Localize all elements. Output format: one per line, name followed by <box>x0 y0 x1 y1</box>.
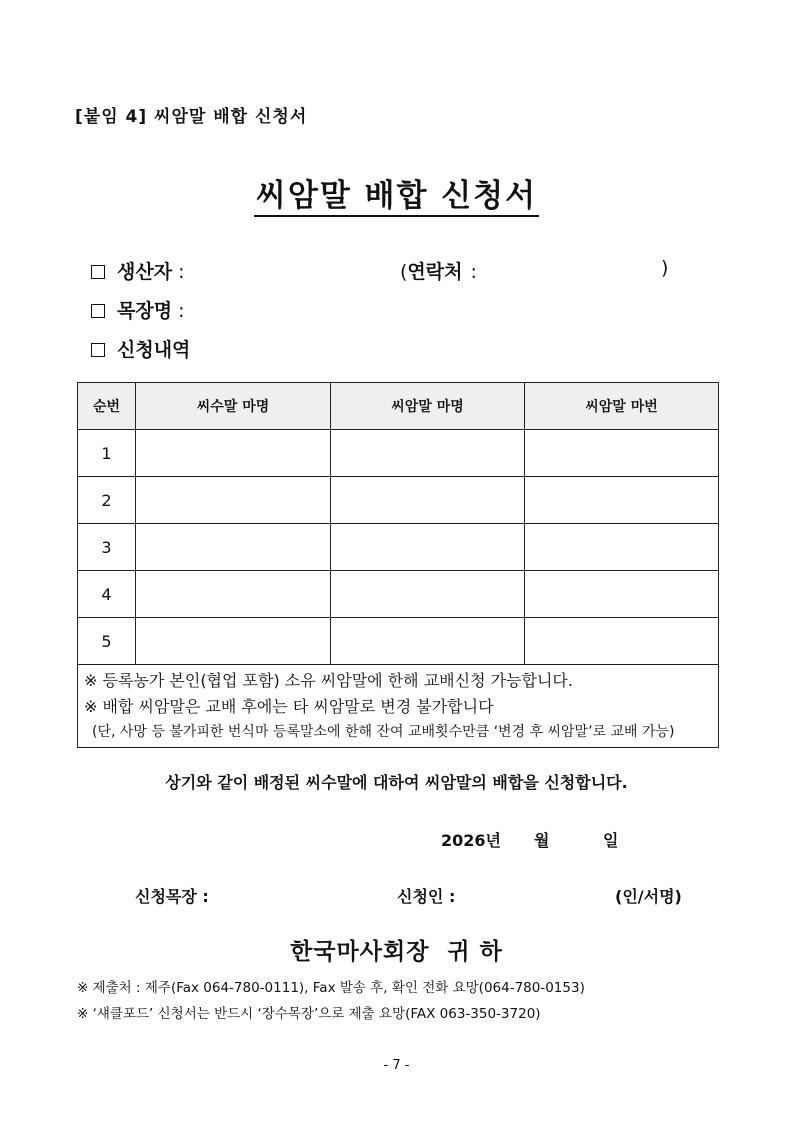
contact-close-paren: ) <box>661 257 669 279</box>
table-notes-cell <box>78 665 719 748</box>
header-seq: 순번 <box>78 383 136 430</box>
application-table <box>77 382 719 748</box>
farm-name-checkbox[interactable] <box>91 304 105 318</box>
footnote-submission: ※ 제출처 : 제주(Fax 064-780-0111), Fax 발송 후, 확인 전화 요망(064-780-0153) <box>77 980 585 996</box>
recipient-text: 한국마사회장 귀 하 <box>290 939 503 965</box>
table-row <box>78 618 719 665</box>
row-number: 4 <box>78 571 136 618</box>
date-month[interactable]: 월 <box>534 831 550 850</box>
mare-number-cell[interactable] <box>525 618 719 665</box>
document-title-text: 씨암말 배합 신청서 <box>254 178 539 217</box>
contact-colon: : <box>470 261 477 283</box>
table-notes-row <box>78 665 719 748</box>
producer-label: 생산자 <box>117 261 173 283</box>
farm-name-colon: : <box>178 300 185 322</box>
producer-field <box>91 257 184 284</box>
page-number: - 7 - <box>383 1058 410 1073</box>
table-row <box>78 477 719 524</box>
table-note: ※ 등록농가 본인(협업 포함) 소유 씨암말에 한해 교배신청 가능합니다. <box>84 671 573 690</box>
mare-name-cell[interactable] <box>331 430 525 477</box>
table-header-row <box>78 383 719 430</box>
mare-number-cell[interactable] <box>525 477 719 524</box>
row-number: 5 <box>78 618 136 665</box>
stallion-name-cell[interactable] <box>136 430 331 477</box>
producer-colon: : <box>178 261 185 283</box>
footnote-shackleford: ※ ‘섀클포드’ 신청서는 반드시 ‘장수목장’으로 제출 요망(FAX 063-350-3720) <box>77 1006 541 1022</box>
details-label: 신청내역 <box>117 339 191 361</box>
header-mare-name: 씨암말 마명 <box>331 383 525 430</box>
header-stallion-name: 씨수말 마명 <box>136 383 331 430</box>
row-number: 2 <box>78 477 136 524</box>
row-number: 1 <box>78 430 136 477</box>
attachment-label: [붙임 4] 씨암말 배합 신청서 <box>75 107 308 127</box>
details-field <box>91 335 190 362</box>
farm-name-field <box>91 296 184 323</box>
table-note-exception: (단, 사망 등 불가피한 번식마 등록말소에 한해 잔여 교배횟수만큼 ‘변경 후 씨암말’로 교배 가능) <box>92 724 675 740</box>
seal-signature-label: (인/서명) <box>615 887 682 906</box>
mare-number-cell[interactable] <box>525 430 719 477</box>
producer-checkbox[interactable] <box>91 265 105 279</box>
mare-name-cell[interactable] <box>331 524 525 571</box>
contact-field <box>400 257 477 284</box>
document-title <box>0 170 793 215</box>
contact-open-paren: ( <box>400 261 408 283</box>
contact-label: 연락처 <box>407 261 463 283</box>
details-checkbox[interactable] <box>91 343 105 357</box>
mare-number-cell[interactable] <box>525 571 719 618</box>
application-statement: 상기와 같이 배정된 씨수말에 대하여 씨암말의 배합을 신청합니다. <box>165 773 628 792</box>
table-row <box>78 430 719 477</box>
applicant-label: 신청인 : <box>397 887 456 906</box>
mare-name-cell[interactable] <box>331 618 525 665</box>
applicant-farm-label: 신청목장 : <box>135 887 209 906</box>
application-table-wrapper <box>77 382 718 748</box>
mare-number-cell[interactable] <box>525 524 719 571</box>
header-mare-number: 씨암말 마번 <box>525 383 719 430</box>
recipient <box>0 933 793 966</box>
date-year[interactable]: 2026년 <box>441 831 501 850</box>
stallion-name-cell[interactable] <box>136 477 331 524</box>
mare-name-cell[interactable] <box>331 571 525 618</box>
table-row <box>78 571 719 618</box>
mare-name-cell[interactable] <box>331 477 525 524</box>
farm-name-label: 목장명 <box>117 300 173 322</box>
stallion-name-cell[interactable] <box>136 571 331 618</box>
table-note: ※ 배합 씨암말은 교배 후에는 타 씨암말로 변경 불가합니다 <box>84 697 494 716</box>
date-day[interactable]: 일 <box>603 831 619 850</box>
table-row <box>78 524 719 571</box>
row-number: 3 <box>78 524 136 571</box>
stallion-name-cell[interactable] <box>136 524 331 571</box>
stallion-name-cell[interactable] <box>136 618 331 665</box>
